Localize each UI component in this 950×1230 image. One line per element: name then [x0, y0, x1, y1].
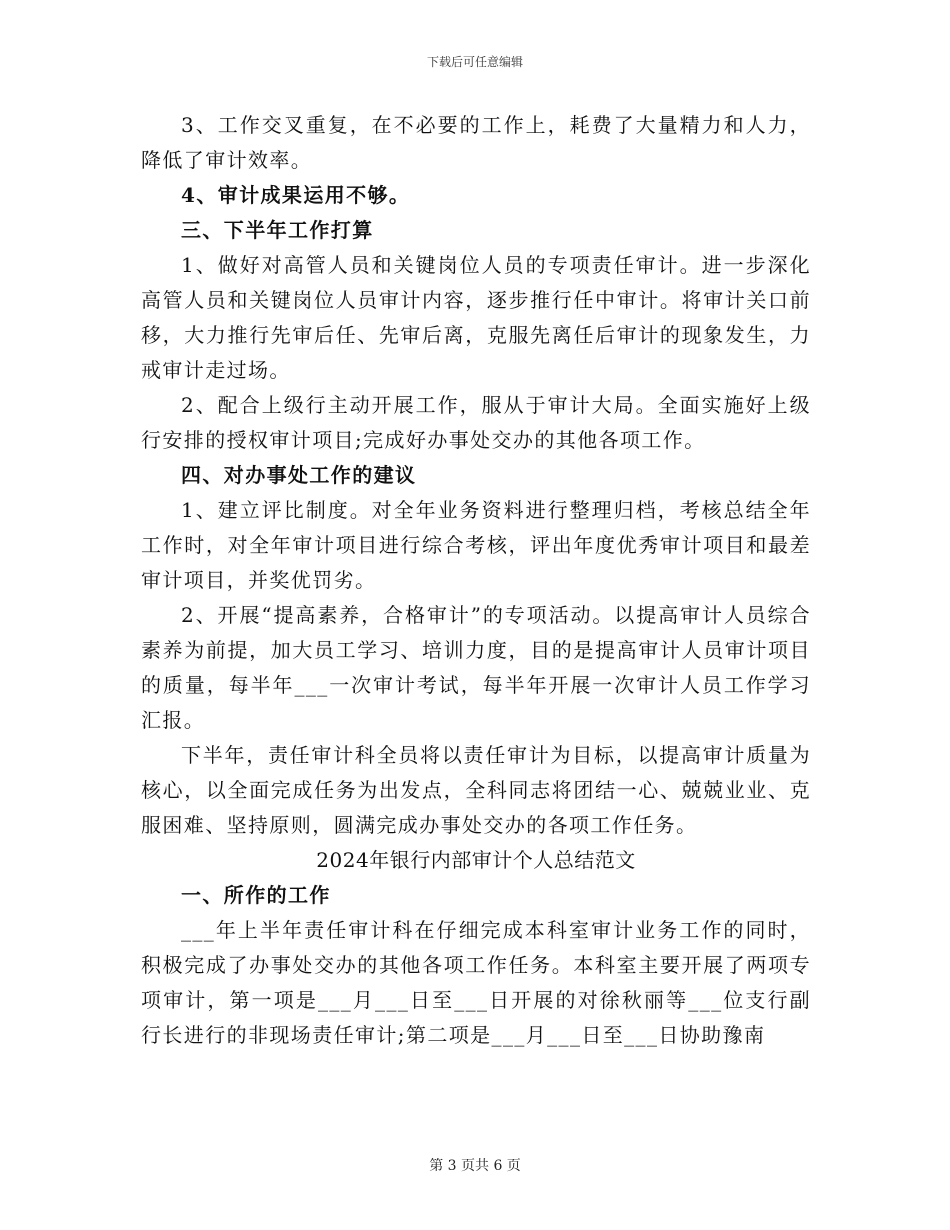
- paragraph-work-done: ___年上半年责任审计科在仔细完成本科室审计业务工作的同时，积极完成了办事处交办的其他各项工作任务。本科室主要开展了两项专项审计，第一项是___月___日至___日开展的对徐秋丽等___位支行副行长进行的非现场责任审计;第二项是___月___日至___日协助豫南: [141, 918, 811, 1047]
- paragraph-audit-results-heading: 4、审计成果运用不够。: [181, 183, 411, 207]
- section-heading-suggestions: 四、对办事处工作的建议: [181, 463, 417, 487]
- paragraph-second-half-summary: 下半年，责任审计科全员将以责任审计为目标，以提高审计质量为核心，以全面完成任务为出发点，全科同志将团结一心、兢兢业业、克服困难、坚持原则，圆满完成办事处交办的各项工作任务。: [141, 743, 811, 837]
- paragraph-work-overlap: 3、工作交叉重复，在不必要的工作上，耗费了大量精力和人力，降低了审计效率。: [141, 113, 811, 172]
- document-title: 2024年银行内部审计个人总结范文: [316, 848, 636, 872]
- paragraph-plan-2: 2、配合上级行主动开展工作，服从于审计大局。全面实施好上级行安排的授权审计项目;完成好办事处交办的其他各项工作。: [141, 393, 811, 452]
- paragraph-plan-1: 1、做好对高管人员和关键岗位人员的专项责任审计。进一步深化高管人员和关键岗位人员审计内容，逐步推行任中审计。将审计关口前移，大力推行先审后任、先审后离，克服先离任后审计的现象发生，力戒审计走过场。: [141, 253, 811, 382]
- paragraph-suggestion-1: 1、建立评比制度。对全年业务资料进行整理归档，考核总结全年工作时，对全年审计项目进行综合考核，评出年度优秀审计项目和最差审计项目，并奖优罚劣。: [141, 498, 811, 592]
- section-heading-work-done: 一、所作的工作: [181, 883, 331, 907]
- page-header-note: 下载后可任意编辑: [426, 55, 523, 69]
- document-body: [141, 108, 811, 1053]
- paragraph-suggestion-2: 2、开展“提高素养，合格审计”的专项活动。以提高审计人员综合素养为前提，加大员工学习、培训力度，目的是提高审计人员审计项目的质量，每半年___一次审计考试，每半年开展一次审计人员工作学习汇报。: [141, 603, 811, 732]
- page-number: 第 3 页共 6 页: [429, 1158, 521, 1174]
- section-heading-second-half-plan: 三、下半年工作打算: [181, 218, 374, 242]
